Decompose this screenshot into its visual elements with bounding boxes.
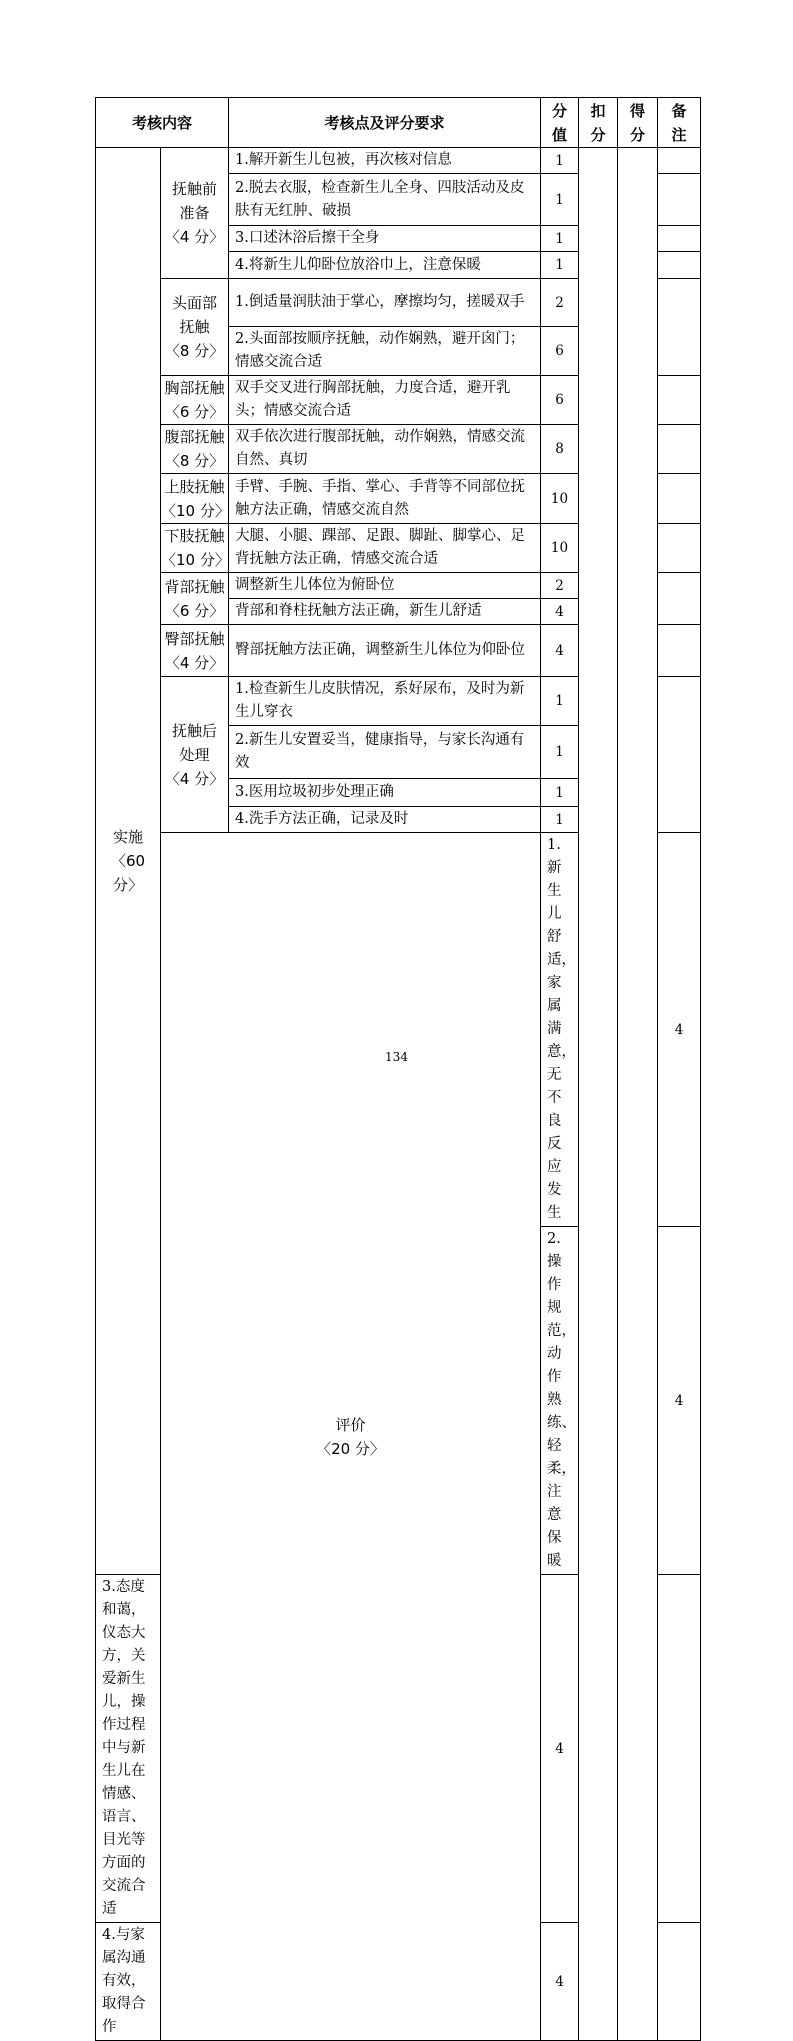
score-value: 4	[541, 599, 579, 625]
requirement-text: 1.新生儿舒适，家属满意，无不良反应发生	[541, 833, 579, 1227]
deduct-cell	[658, 1923, 701, 2041]
remark-cell	[658, 252, 701, 279]
score-value: 1	[541, 807, 579, 833]
score-value: 4	[541, 1923, 579, 2041]
header-points: 考核点及评分要求	[229, 98, 541, 148]
score-value: 4	[541, 625, 579, 677]
group-label-post-touch: 抚触后 处理 〈4 分〉	[161, 677, 229, 833]
group-label-pre-touch: 抚触前 准备 〈4 分〉	[161, 148, 229, 279]
group-label-head-face: 头面部 抚触 〈8 分〉	[161, 279, 229, 376]
score-value: 4	[541, 1575, 579, 1923]
requirement-text: 2.新生儿安置妥当，健康指导，与家长沟通有效	[229, 726, 541, 779]
group-label-lower-limb: 下肢抚触 〈10 分〉	[161, 524, 229, 573]
group-label-back: 背部抚触 〈6 分〉	[161, 573, 229, 625]
header-row	[96, 98, 701, 148]
requirement-text: 4.洗手方法正确，记录及时	[229, 807, 541, 833]
score-value: 6	[541, 376, 579, 425]
section-label-evaluation: 评价 〈20 分〉	[161, 833, 541, 2041]
deduct-cell	[579, 148, 618, 2041]
requirement-text: 4.将新生儿仰卧位放浴巾上，注意保暖	[229, 252, 541, 279]
remark-cell	[658, 625, 701, 677]
header-remark: 备 注	[658, 98, 701, 148]
score-value: 1	[541, 226, 579, 252]
score-value: 1	[541, 677, 579, 726]
remark-cell	[658, 226, 701, 252]
score-value: 4	[658, 1227, 701, 1575]
got-cell	[618, 148, 658, 2041]
score-value: 1	[541, 148, 579, 174]
table-row	[96, 148, 701, 174]
requirement-text: 大腿、小腿、踝部、足跟、脚趾、脚掌心、足背抚触方法正确，情感交流合适	[229, 524, 541, 573]
score-value: 10	[541, 524, 579, 573]
requirement-text: 3.口述沐浴后擦干全身	[229, 226, 541, 252]
requirement-text: 臀部抚触方法正确，调整新生儿体位为仰卧位	[229, 625, 541, 677]
requirement-text: 3.态度和蔼，仪态大方，关爱新生儿，操作过程中与新生儿在情感、语言、目光等方面的交流合适	[96, 1575, 161, 1923]
score-value: 4	[658, 833, 701, 1227]
requirement-text: 双手依次进行腹部抚触，动作娴熟，情感交流自然、真切	[229, 425, 541, 474]
group-label-abdomen: 腹部抚触 〈8 分〉	[161, 425, 229, 474]
remark-cell	[658, 524, 701, 573]
score-value: 2	[541, 573, 579, 599]
assessment-table	[95, 97, 701, 2041]
section-label-implementation: 实施 〈60 分〉	[96, 148, 161, 1575]
remark-cell	[658, 474, 701, 524]
score-value: 1	[541, 252, 579, 279]
requirement-text: 2.脱去衣服，检查新生儿全身、四肢活动及皮肤有无红肿、破损	[229, 174, 541, 226]
remark-cell	[658, 279, 701, 376]
requirement-text: 1.检查新生儿皮肤情况，系好尿布，及时为新生儿穿衣	[229, 677, 541, 726]
score-value: 1	[541, 779, 579, 807]
score-value: 10	[541, 474, 579, 524]
group-label-chest: 胸部抚触 〈6 分〉	[161, 376, 229, 425]
group-label-upper-limb: 上肢抚触 〈10 分〉	[161, 474, 229, 524]
requirement-text: 双手交叉进行胸部抚触，力度合适，避开乳头；情感交流合适	[229, 376, 541, 425]
page-number: 134	[385, 1050, 408, 1064]
requirement-text: 1.倒适量润肤油于掌心，摩擦均匀，搓暖双手	[229, 279, 541, 327]
score-value: 8	[541, 425, 579, 474]
remark-cell	[658, 425, 701, 474]
header-got: 得 分	[618, 98, 658, 148]
remark-cell	[658, 174, 701, 226]
remark-cell	[658, 677, 701, 833]
requirement-text: 4.与家属沟通有效，取得合作	[96, 1923, 161, 2041]
deduct-cell	[658, 1575, 701, 1923]
requirement-text: 3.医用垃圾初步处理正确	[229, 779, 541, 807]
requirement-text: 调整新生儿体位为俯卧位	[229, 573, 541, 599]
score-value: 6	[541, 327, 579, 376]
group-label-buttock: 臀部抚触 〈4 分〉	[161, 625, 229, 677]
score-value: 1	[541, 726, 579, 779]
header-content: 考核内容	[96, 98, 229, 148]
header-score: 分 值	[541, 98, 579, 148]
requirement-text: 2.操作规范，动作熟练、轻柔，注意保暖	[541, 1227, 579, 1575]
remark-cell	[658, 148, 701, 174]
score-value: 2	[541, 279, 579, 327]
requirement-text: 1.解开新生儿包被，再次核对信息	[229, 148, 541, 174]
remark-cell	[658, 573, 701, 625]
header-deduct: 扣 分	[579, 98, 618, 148]
remark-cell	[658, 376, 701, 425]
score-value: 1	[541, 174, 579, 226]
requirement-text: 背部和脊柱抚触方法正确，新生儿舒适	[229, 599, 541, 625]
requirement-text: 手臂、手腕、手指、掌心、手背等不同部位抚触方法正确，情感交流自然	[229, 474, 541, 524]
requirement-text: 2.头面部按顺序抚触，动作娴熟，避开囟门；情感交流合适	[229, 327, 541, 376]
